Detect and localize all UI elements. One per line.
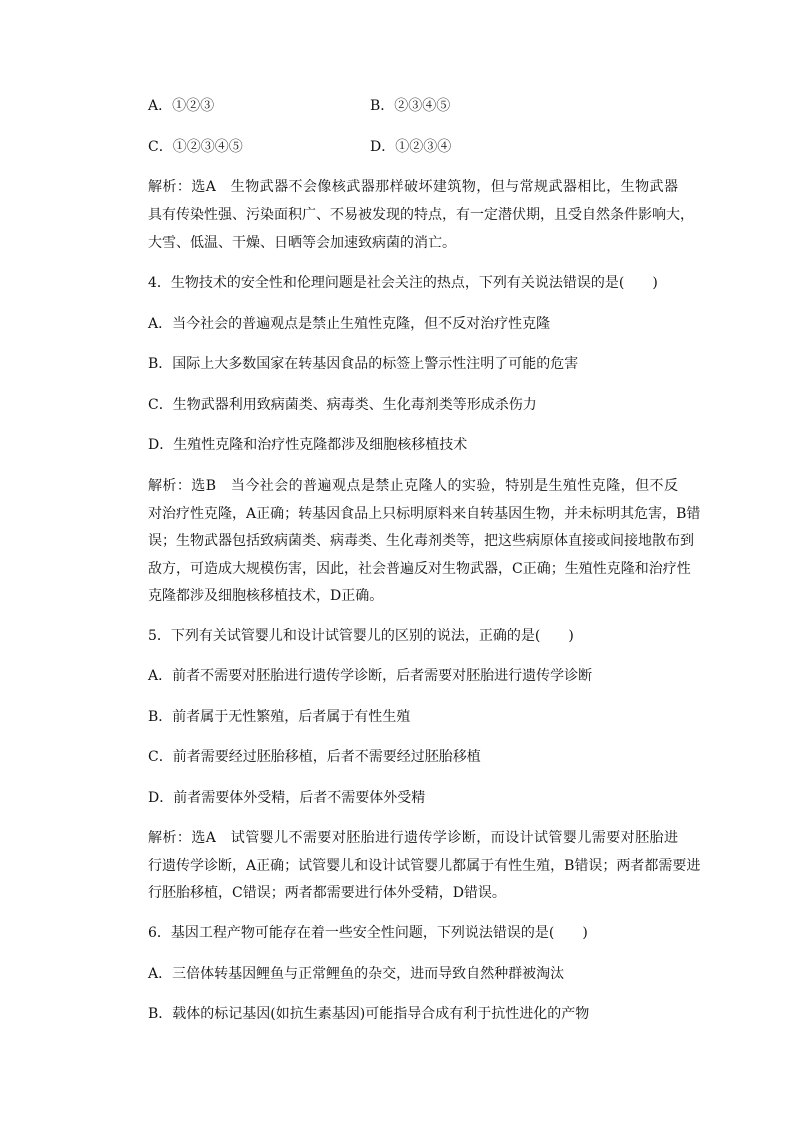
q4-option-c: C．生物武器利用致病菌类、病毒类、生化毒剂类等形成杀伤力 [148, 397, 537, 413]
q5-option-a: A．前者不需要对胚胎进行遗传学诊断，后者需要对胚胎进行遗传学诊断 [148, 668, 593, 684]
q4-option-b: B．国际上大多数国家在转基因食品的标签上警示性注明了可能的危害 [148, 356, 579, 372]
q4-explanation-line: 误；生物武器包括致病菌类、病毒类、生化毒剂类等，把这些病原体直接或间接地散布到 [148, 533, 694, 549]
q3-explanation-line: 解析：选A 生物武器不会像核武器那样破坏建筑物，但与常规武器相比，生物武器 [148, 179, 678, 195]
q4-explanation-line: 克隆都涉及细胞核移植技术，D正确。 [148, 588, 384, 604]
q6-stem: 6．基因工程产物可能存在着一些安全性问题，下列说法错误的是( ) [148, 925, 588, 941]
q3-explanation-line: 大雪、低温、干燥、日晒等会加速致病菌的消亡。 [148, 235, 456, 251]
q3-options-row-2 [148, 137, 678, 157]
q3-option-d: D．①②③④ [370, 139, 452, 155]
q4-option-d: D．生殖性克隆和治疗性克隆都涉及细胞核移植技术 [148, 437, 468, 453]
q3-option-b: B．②③④⑤ [370, 98, 451, 114]
q4-explanation-line: 对治疗性克隆，A正确；转基因食品上只标明原料来自转基因生物，并未标明其危害，B错 [148, 506, 701, 522]
q4-stem: 4．生物技术的安全性和伦理问题是社会关注的热点，下列有关说法错误的是( ) [148, 275, 658, 291]
q6-option-b: B．载体的标记基因(如抗生素基因)可能指导合成有利于抗性进化的产物 [148, 1006, 590, 1022]
q3-explanation-line: 具有传染性强、污染面积广、不易被发现的特点，有一定潜伏期，且受自然条件影响大， [148, 207, 694, 223]
q6-option-a: A．三倍体转基因鲤鱼与正常鲤鱼的杂交，进而导致自然种群被淘汰 [148, 966, 565, 982]
q4-explanation-line: 解析：选B 当今社会的普遍观点是禁止克隆人的实验，特别是生殖性克隆，但不反 [148, 478, 678, 494]
q5-stem: 5．下列有关试管婴儿和设计试管婴儿的区别的说法，正确的是( ) [148, 628, 574, 644]
q5-option-d: D．前者需要体外受精，后者不需要体外受精 [148, 790, 426, 806]
q5-option-b: B．前者属于无性繁殖，后者属于有性生殖 [148, 709, 411, 725]
q3-option-c: C．①②③④⑤ [148, 139, 243, 155]
q5-explanation-line: 行遗传学诊断，A正确；试管婴儿和设计试管婴儿都属于有性生殖，B错误；两者都需要进 [148, 858, 701, 874]
q4-option-a: A．当今社会的普遍观点是禁止生殖性克隆，但不反对治疗性克隆 [148, 316, 551, 332]
q3-options-row-1 [148, 96, 678, 116]
q5-explanation-line: 解析：选A 试管婴儿不需要对胚胎进行遗传学诊断，而设计试管婴儿需要对胚胎进 [148, 830, 678, 846]
q5-explanation-line: 行胚胎移植，C错误；两者都需要进行体外受精，D错误。 [148, 885, 506, 901]
q3-option-a: A．①②③ [148, 98, 215, 114]
q5-option-c: C．前者需要经过胚胎移植，后者不需要经过胚胎移植 [148, 749, 481, 765]
q4-explanation-line: 敌方，可造成大规模伤害，因此，社会普遍反对生物武器，C正确；生殖性克隆和治疗性 [148, 561, 691, 577]
